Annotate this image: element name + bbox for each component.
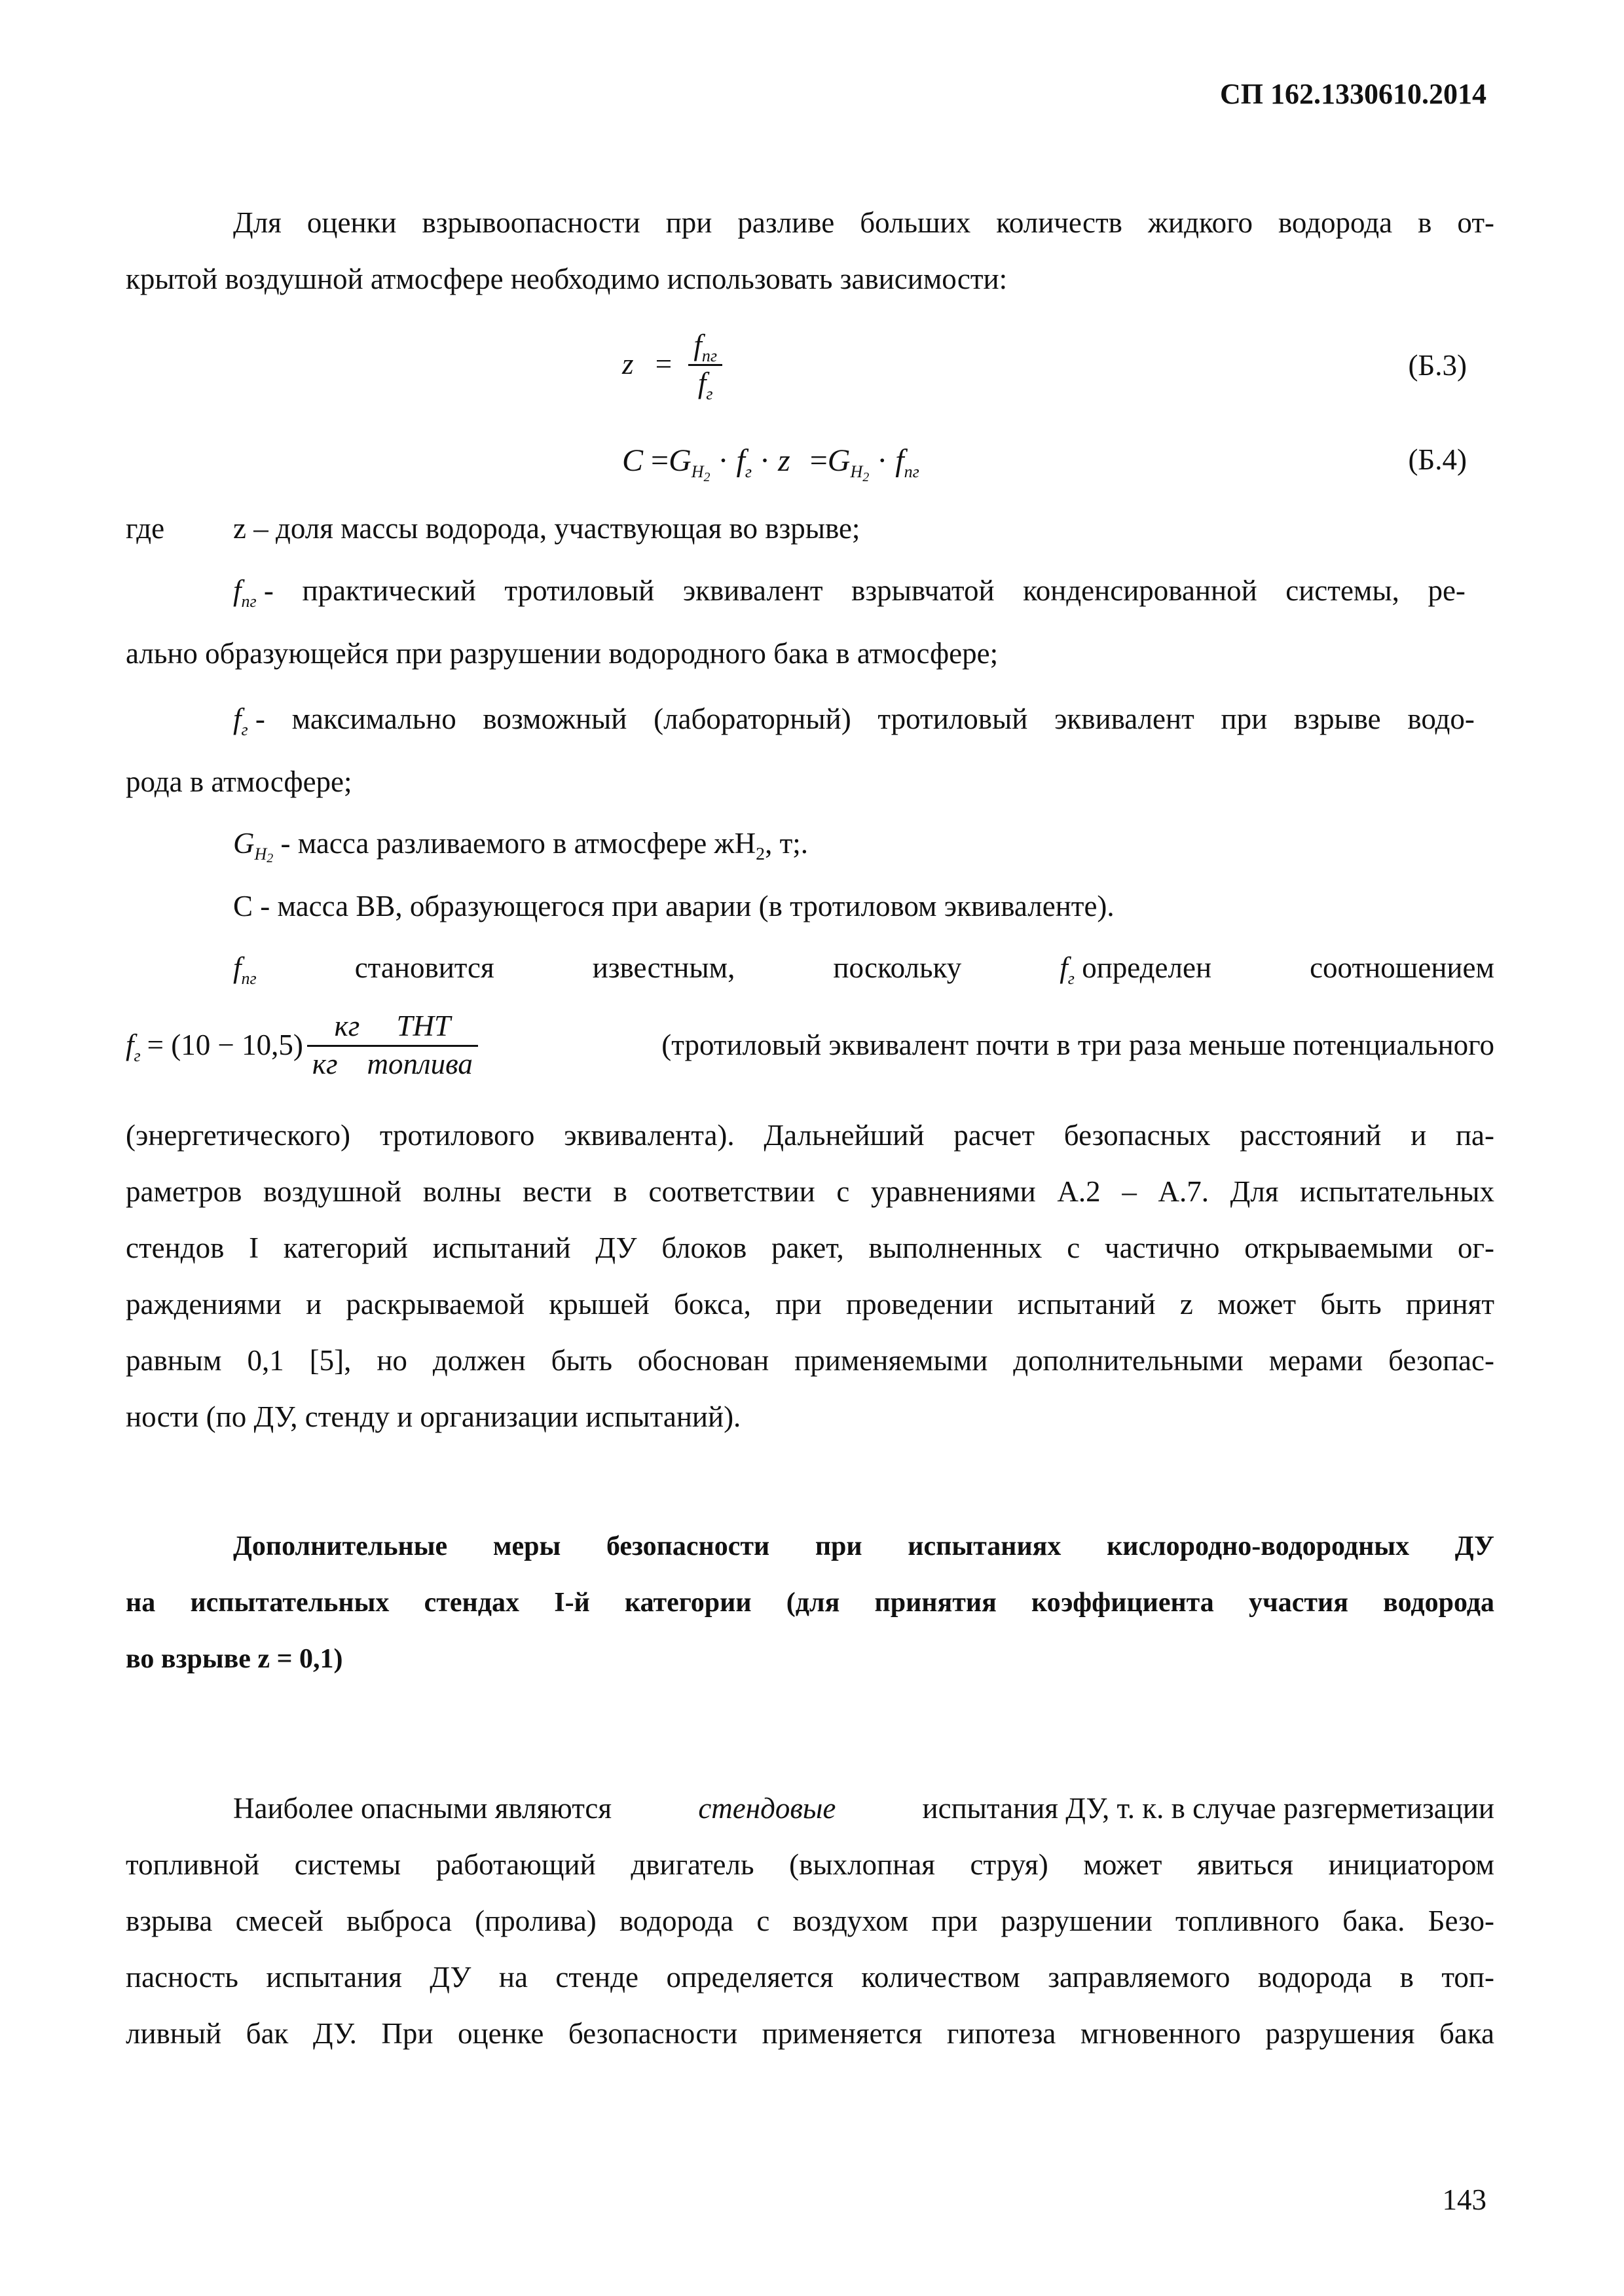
- fg-definition-line-2: рода в атмосфере;: [126, 765, 352, 798]
- section-heading-line-1: Дополнительные меры безопасности при испытаниях кислородно-водородных ДУ: [233, 1531, 1494, 1561]
- fpg-symbol: $f_{пг}$: [233, 574, 257, 611]
- para3-line-5: ливный бак ДУ. При оценке безопасности применяется гипотеза мгновенного разрушения бака: [126, 2017, 1494, 2050]
- intro-line-1: Для оценки взрывоопасности при разливе больших количеств жидкого водорода в от-: [233, 206, 1494, 239]
- where-label: где: [126, 512, 165, 545]
- formula-b4-label: (Б.4): [1408, 443, 1467, 476]
- para3-line-4: пасность испытания ДУ на стенде определяется количеством заправляемого водорода в топ-: [126, 1961, 1494, 1994]
- para3-line-3: взрыва смесей выброса (пролива) водорода с воздухом при разрушении топливного бака. Безо-: [126, 1904, 1494, 1937]
- relation-fpg-symbol: $f_{пг}$: [233, 951, 257, 988]
- gh2-definition: $G_{H2}$ - масса разливаемого в атмосфере $жН_2$, т;.: [233, 827, 808, 866]
- formula-b3-fraction: $\frac{f_{пг}}{f_г}$: [688, 331, 722, 398]
- para2-line-6: ности (по ДУ, стенду и организации испытаний).: [126, 1400, 741, 1433]
- gh2-symbol: $G_{H2}$: [233, 827, 274, 866]
- para2-line-4: раждениями и раскрываемой крышей бокса, при проведении испытаний z может быть принят: [126, 1288, 1494, 1321]
- para2-line-1: (энергетического) тротилового эквивалента). Дальнейший расчет безопасных расстояний и па-: [126, 1119, 1494, 1152]
- para3-line-2: топливной системы работающий двигатель (выхлопная струя) может явиться инициатором: [126, 1848, 1494, 1881]
- fpg-definition-line-1: $f_{пг}$ - практический тротиловый эквивалент взрывчатой конденсированной системы, ре-: [233, 574, 1466, 611]
- relation-formula-line: $f_г$ = (10 − 10,5) $\frac{\text{кг ТНТ}}{\text{кг топлива}}$ (тротиловый эквивалент почти в три раза меньше потенциального: [126, 1010, 1494, 1080]
- para2-line-3: стендов I категорий испытаний ДУ блоков ракет, выполненных с частично открываемыми ог-: [126, 1231, 1494, 1264]
- c-definition: С - масса ВВ, образующегося при аварии (в тротиловом эквиваленте).: [233, 890, 1115, 922]
- relation-fg-symbol: $f_г$: [1060, 951, 1075, 988]
- formula-b3-label: (Б.3): [1408, 349, 1467, 382]
- formula-b4: $C =G_{H2} \cdot f_г \cdot z =G_{H2} \cdot f_{пг}$: [622, 443, 919, 484]
- para3-line-1: Наиболее опасными являются стендовые испытания ДУ, т. к. в случае разгерметизации: [233, 1792, 1494, 1825]
- page-number: 143: [1442, 2183, 1486, 2216]
- formula-b3-lhs: z: [622, 348, 634, 380]
- section-heading-line-3: во взрыве z = 0,1): [126, 1644, 343, 1674]
- intro-line-2: крытой воздушной атмосфере необходимо использовать зависимости:: [126, 263, 1008, 295]
- fg-symbol: $f_г$: [233, 702, 248, 739]
- document-code: СП 162.1330610.2014: [1220, 78, 1486, 110]
- section-heading-line-2: на испытательных стендах I-й категории (для принятия коэффициента участия водорода: [126, 1588, 1494, 1618]
- para2-line-5: равным 0,1 [5], но должен быть обоснован применяемыми дополнительными мерами безопас-: [126, 1344, 1494, 1377]
- relation-line: $f_{пг}$ становится известным, поскольку $f_г$ определен соотношением: [233, 951, 1494, 988]
- formula-b3: [622, 329, 722, 403]
- relation-fraction: $\frac{\text{кг ТНТ}}{\text{кг топлива}}$: [307, 1011, 478, 1079]
- fpg-definition-line-2: ально образующейся при разрушении водородного бака в атмосфере;: [126, 637, 999, 670]
- fg-definition-line-1: $f_г$ - максимально возможный (лабораторный) тротиловый эквивалент при взрыве водо-: [233, 702, 1475, 739]
- z-definition: z – доля массы водорода, участвующая во взрыве;: [233, 512, 860, 545]
- para2-line-2: раметров воздушной волны вести в соответствии с уравнениями А.2 – А.7. Для испытательных: [126, 1175, 1494, 1208]
- relation-formula: $f_г$ = (10 − 10,5) $\frac{\text{кг ТНТ}}{\text{кг топлива}}$: [126, 1011, 478, 1079]
- formula-b3-eq: =: [655, 348, 673, 380]
